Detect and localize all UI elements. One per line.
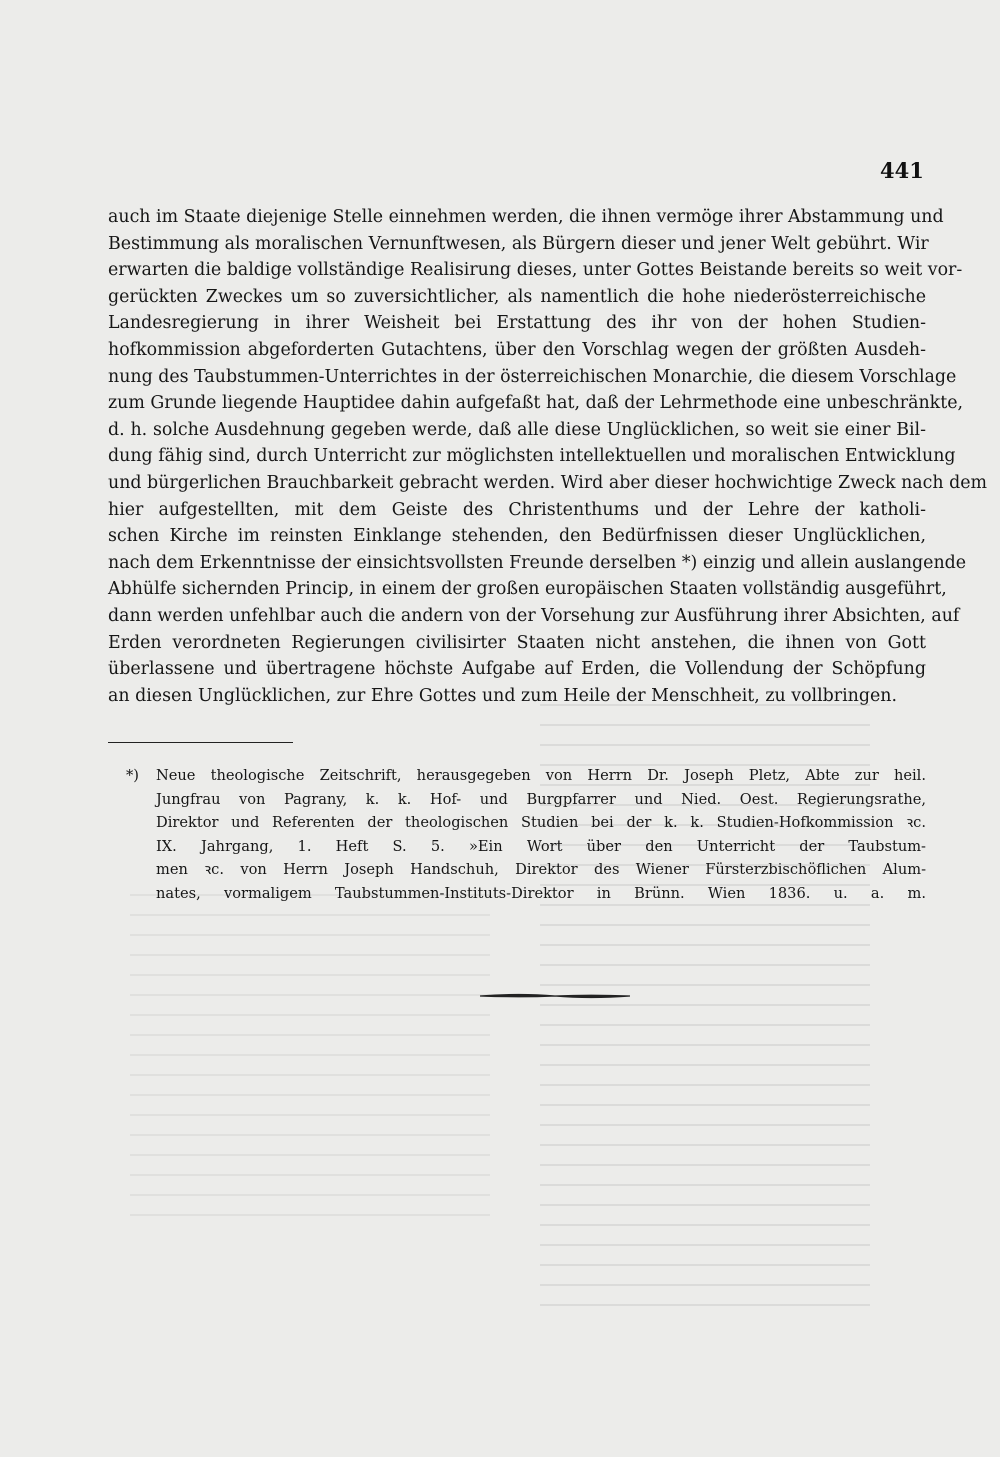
footnote-line: Direktor und Referenten der theologischen Studien bei der k. k. Studien-Hofkommission ꝛc. xyxy=(156,814,926,832)
body-line: dung fähig sind, durch Unterricht zur möglichsten intellektuellen und moralischen Entwicklung xyxy=(108,446,956,467)
body-line: nach dem Erkenntnisse der einsichtsvollsten Freunde derselben *) einzig und allein auslangende xyxy=(108,552,967,573)
body-line: Erden verordneten Regierungen civilisirter Staaten nicht anstehen, die ihnen von Gott xyxy=(108,632,926,653)
body-line: erwarten die baldige vollständige Realisirung dieses, unter Gottes Beistande bereits so weit vor- xyxy=(108,260,963,281)
body-line: schen Kirche im reinsten Einklange stehenden, den Bedürfnissen dieser Unglücklichen, xyxy=(108,526,926,547)
body-line: d. h. solche Ausdehnung gegeben werde, daß alle diese Unglücklichen, so weit sie einer Bil- xyxy=(108,419,926,440)
footnote xyxy=(126,764,926,906)
body-line: auch im Staate diejenige Stelle einnehmen werden, die ihnen vermöge ihrer Abstammung und xyxy=(108,207,944,227)
body-paragraph xyxy=(108,204,988,709)
footnote-line: IX. Jahrgang, 1. Heft S. 5. »Ein Wort über den Unterricht der Taubstum- xyxy=(156,837,926,855)
end-ornament xyxy=(480,992,630,1000)
body-line: gerückten Zweckes um so zuversichtlicher, als namentlich die hohe niederösterreichische xyxy=(108,286,926,307)
footnote-line: Jungfrau von Pagrany, k. k. Hof- und Burgpfarrer und Nied. Oest. Regierungsrathe, xyxy=(156,790,926,808)
body-line: zum Grunde liegende Hauptidee dahin aufgefaßt hat, daß der Lehrmethode eine unbeschränkte, xyxy=(108,393,964,414)
body-line: dann werden unfehlbar auch die andern von der Vorsehung zur Ausführung ihrer Absichten, auf xyxy=(108,605,960,626)
body-line: Bestimmung als moralischen Vernunftwesen, als Bürgern dieser und jener Welt gebührt. Wir xyxy=(108,233,929,254)
body-line: überlassene und übertragene höchste Aufgabe auf Erden, die Vollendung der Schöpfung xyxy=(108,659,926,680)
footnote-marker: *) xyxy=(126,767,139,784)
footnote-line: Neue theologische Zeitschrift, herausgegeben von Herrn Dr. Joseph Pletz, Abte zur heil. xyxy=(156,767,926,784)
body-line: hier aufgestellten, mit dem Geiste des Christenthums und der Lehre der katholi- xyxy=(108,499,926,520)
body-line: nung des Taubstummen-Unterrichtes in der österreichischen Monarchie, die diesem Vorschlage xyxy=(108,366,957,387)
body-line: Landesregierung in ihrer Weisheit bei Erstattung des ihr von der hohen Studien- xyxy=(108,313,926,334)
body-line: und bürgerlichen Brauchbarkeit gebracht werden. Wird aber dieser hochwichtige Zweck nach dem xyxy=(108,472,988,493)
footnote-line: men ꝛc. von Herrn Joseph Handschuh, Direktor des Wiener Fürsterzbischöflichen Alum- xyxy=(156,861,926,879)
body-line: an diesen Unglücklichen, zur Ehre Gottes und zum Heile der Menschheit, zu vollbringen. xyxy=(108,685,898,706)
body-line: Abhülfe sichernden Princip, in einem der großen europäischen Staaten vollständig ausgeführt, xyxy=(108,579,947,600)
body-line: hofkommission abgeforderten Gutachtens, über den Vorschlag wegen der größten Ausdeh- xyxy=(108,339,926,360)
footnote-rule xyxy=(108,742,293,743)
bleed-through-text-left xyxy=(130,880,490,1230)
footnote-line: nates, vormaligem Taubstummen-Instituts-Direktor in Brünn. Wien 1836. u. a. m. xyxy=(156,884,926,902)
page-number: 441 xyxy=(880,158,924,183)
